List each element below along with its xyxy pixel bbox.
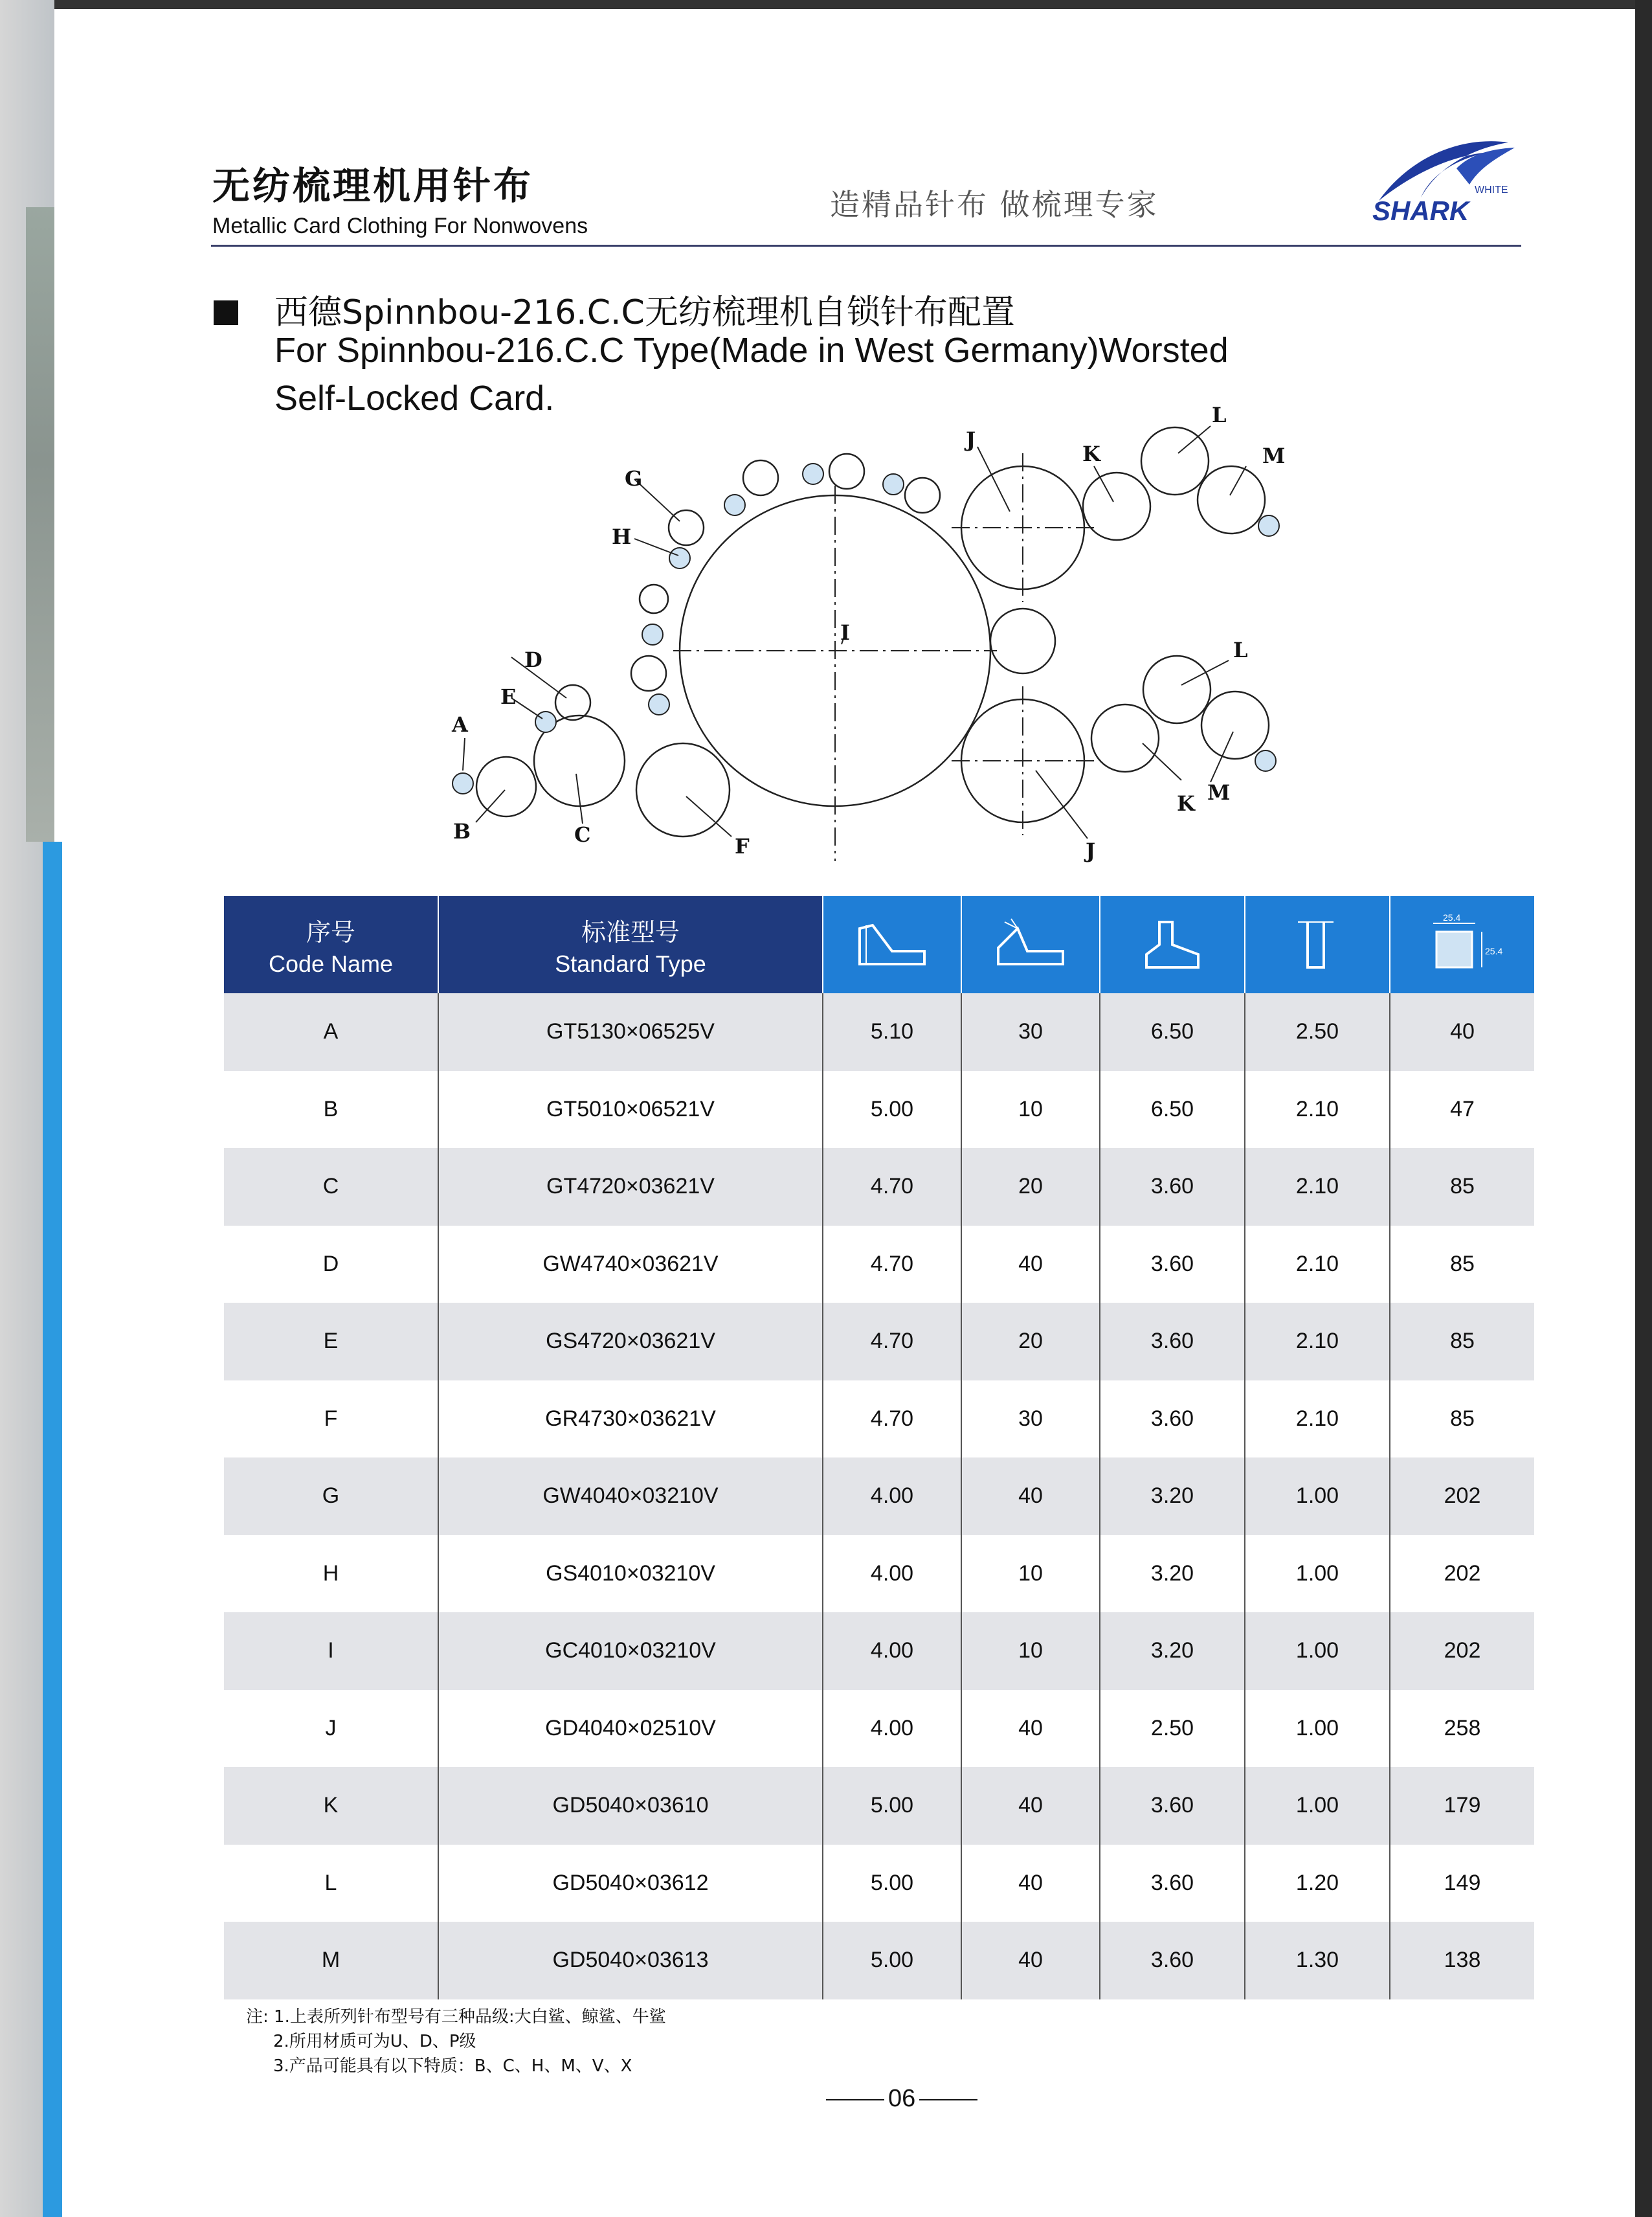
cell-point-density: 85 bbox=[1450, 1174, 1475, 1199]
cell-base-thickness: 6.50 bbox=[1150, 1096, 1194, 1121]
cell-point-density: 179 bbox=[1444, 1793, 1481, 1818]
table-row bbox=[224, 1922, 1534, 1999]
roller-small-1 bbox=[640, 585, 668, 613]
header-tooth-angle bbox=[962, 896, 1099, 993]
table-row bbox=[224, 1612, 1534, 1690]
cell-standard-type: GT4720×03621V bbox=[546, 1174, 715, 1199]
cell-rib-width: 2.10 bbox=[1295, 1251, 1339, 1276]
cell-standard-type: GD5040×03612 bbox=[552, 1870, 709, 1895]
header-rib-width bbox=[1245, 896, 1389, 993]
cell-base-thickness: 3.60 bbox=[1150, 1793, 1194, 1818]
table-row bbox=[224, 1845, 1534, 1922]
roller-small-2 bbox=[631, 656, 666, 691]
brand-sub: WHITE bbox=[1475, 185, 1508, 196]
cell-base-thickness: 3.20 bbox=[1150, 1483, 1194, 1509]
cell-tooth-angle: 10 bbox=[1018, 1638, 1043, 1663]
cell-code: A bbox=[323, 1019, 339, 1044]
table-row bbox=[224, 1226, 1534, 1303]
table-row bbox=[224, 1535, 1534, 1613]
tooth-angle-icon bbox=[992, 916, 1069, 974]
table-row bbox=[224, 1690, 1534, 1768]
cell-point-density: 258 bbox=[1444, 1715, 1481, 1740]
cell-tooth-angle: 40 bbox=[1018, 1715, 1043, 1740]
svg-text:M: M bbox=[1207, 780, 1231, 805]
cell-code: H bbox=[322, 1560, 339, 1586]
rib-width-icon bbox=[1278, 916, 1356, 974]
header-rule bbox=[211, 245, 1521, 247]
cell-code: L bbox=[324, 1870, 337, 1895]
cell-tooth-height: 4.70 bbox=[870, 1251, 914, 1276]
slogan: 造精品针布 做梳理专家 bbox=[830, 187, 1159, 222]
svg-text:B: B bbox=[453, 819, 471, 844]
cell-code: I bbox=[328, 1638, 334, 1663]
cell-tooth-height: 4.00 bbox=[870, 1483, 914, 1509]
col-divider bbox=[822, 993, 823, 1999]
cell-tooth-height: 5.10 bbox=[870, 1019, 914, 1044]
header-code-name: 序号 Code Name bbox=[224, 896, 438, 993]
svg-text:I: I bbox=[840, 620, 850, 645]
cell-tooth-height: 4.70 bbox=[870, 1406, 914, 1431]
col-divider bbox=[961, 993, 962, 1999]
notes bbox=[246, 2005, 666, 2078]
cell-code: B bbox=[323, 1096, 339, 1121]
cell-tooth-angle: 40 bbox=[1018, 1251, 1043, 1276]
bullet-square-icon bbox=[214, 300, 238, 325]
cell-tooth-height: 5.00 bbox=[870, 1948, 914, 1973]
roller-l-top bbox=[1141, 427, 1209, 495]
cell-rib-width: 1.00 bbox=[1295, 1793, 1339, 1818]
right-scan-border bbox=[1635, 0, 1652, 2217]
page-title-en: Metallic Card Clothing For Nonwovens bbox=[212, 214, 588, 238]
cell-tooth-angle: 20 bbox=[1018, 1174, 1043, 1199]
svg-text:F: F bbox=[735, 834, 750, 859]
cell-base-thickness: 3.20 bbox=[1150, 1638, 1194, 1663]
cell-base-thickness: 6.50 bbox=[1150, 1019, 1194, 1044]
cell-code: J bbox=[325, 1715, 337, 1740]
svg-text:G: G bbox=[625, 466, 643, 491]
cell-point-density: 138 bbox=[1444, 1948, 1481, 1973]
left-blue-bar bbox=[43, 842, 62, 2217]
roller-m-bottom bbox=[1201, 692, 1269, 759]
cell-point-density: 85 bbox=[1450, 1251, 1475, 1276]
cell-rib-width: 2.10 bbox=[1295, 1174, 1339, 1199]
header-base-thickness bbox=[1100, 896, 1244, 993]
table-row bbox=[224, 1380, 1534, 1458]
density-dim-w: 25.4 bbox=[1443, 912, 1461, 923]
cell-tooth-angle: 40 bbox=[1018, 1793, 1043, 1818]
tooth-height-icon bbox=[853, 916, 931, 974]
cell-rib-width: 1.20 bbox=[1295, 1870, 1339, 1895]
cell-rib-width: 2.50 bbox=[1295, 1019, 1339, 1044]
roller-b bbox=[476, 757, 536, 816]
page-title-cn: 无纺梳理机用针布 bbox=[212, 164, 534, 208]
cell-tooth-height: 5.00 bbox=[870, 1870, 914, 1895]
cell-code: K bbox=[323, 1793, 339, 1818]
brand-name: SHARK bbox=[1372, 196, 1469, 226]
cell-tooth-angle: 30 bbox=[1018, 1019, 1043, 1044]
section-title-cn: 西德Spinnbou-216.C.C无纺梳理机自锁针布配置 bbox=[274, 293, 1015, 332]
table-row bbox=[224, 1457, 1534, 1535]
page-number: 06 bbox=[822, 2085, 981, 2113]
col-divider bbox=[1389, 993, 1390, 1999]
cell-rib-width: 1.00 bbox=[1295, 1560, 1339, 1586]
svg-text:M: M bbox=[1262, 444, 1286, 468]
cell-point-density: 202 bbox=[1444, 1560, 1481, 1586]
cell-code: D bbox=[322, 1251, 339, 1276]
cell-rib-width: 1.00 bbox=[1295, 1483, 1339, 1509]
cell-tooth-angle: 40 bbox=[1018, 1870, 1043, 1895]
left-margin-photo bbox=[26, 207, 54, 842]
cell-standard-type: GD5040×03610 bbox=[552, 1793, 709, 1818]
cell-point-density: 85 bbox=[1450, 1329, 1475, 1354]
cell-rib-width: 1.00 bbox=[1295, 1638, 1339, 1663]
cell-standard-type: GR4730×03621V bbox=[545, 1406, 716, 1431]
roller-k-bottom bbox=[1091, 704, 1159, 772]
svg-text:J: J bbox=[1086, 838, 1096, 863]
roller-m-top bbox=[1198, 466, 1265, 534]
cell-rib-width: 1.00 bbox=[1295, 1715, 1339, 1740]
card-roller-diagram bbox=[440, 388, 1308, 868]
svg-text:D: D bbox=[524, 647, 542, 672]
cell-standard-type: GT5010×06521V bbox=[546, 1096, 715, 1121]
cell-tooth-height: 4.70 bbox=[870, 1329, 914, 1354]
note-2: 2.所用材质可为U、D、P级 bbox=[273, 2032, 476, 2051]
cell-base-thickness: 3.60 bbox=[1150, 1406, 1194, 1431]
note-3: 3.产品可能具有以下特质：B、C、H、M、V、X bbox=[273, 2056, 632, 2076]
cell-standard-type: GW4040×03210V bbox=[542, 1483, 719, 1509]
cell-rib-width: 1.30 bbox=[1295, 1948, 1339, 1973]
cell-tooth-angle: 40 bbox=[1018, 1483, 1043, 1509]
table-row bbox=[224, 1303, 1534, 1380]
cell-tooth-angle: 20 bbox=[1018, 1329, 1043, 1354]
cell-tooth-angle: 30 bbox=[1018, 1406, 1043, 1431]
table-row bbox=[224, 993, 1534, 1071]
cell-code: F bbox=[324, 1406, 338, 1431]
cell-tooth-height: 5.00 bbox=[870, 1096, 914, 1121]
top-scan-border bbox=[0, 0, 1652, 9]
cell-rib-width: 2.10 bbox=[1295, 1406, 1339, 1431]
cell-standard-type: GD5040×03613 bbox=[552, 1948, 709, 1973]
base-thickness-icon bbox=[1133, 916, 1211, 974]
svg-text:K: K bbox=[1082, 442, 1100, 466]
cell-point-density: 40 bbox=[1450, 1019, 1475, 1044]
note-1: 注: 1.上表所列针布型号有三种品级:大白鲨、鲸鲨、牛鲨 bbox=[246, 2007, 666, 2027]
col-divider bbox=[1099, 993, 1100, 1999]
col-divider bbox=[438, 993, 439, 1999]
section-title-en-1: For Spinnbou-216.C.C Type(Made in West Germany)Worsted bbox=[274, 331, 1229, 370]
table-body bbox=[224, 993, 1534, 1999]
cell-standard-type: GS4720×03621V bbox=[546, 1329, 715, 1354]
cell-code: E bbox=[323, 1329, 339, 1354]
cell-code: M bbox=[321, 1948, 340, 1973]
svg-text:A: A bbox=[452, 712, 468, 737]
point-density-icon bbox=[1420, 909, 1504, 980]
spec-table bbox=[224, 896, 1534, 1999]
header-tooth-height bbox=[823, 896, 961, 993]
cell-point-density: 202 bbox=[1444, 1638, 1481, 1663]
svg-text:J: J bbox=[966, 427, 976, 452]
cell-base-thickness: 3.60 bbox=[1150, 1251, 1194, 1276]
cell-point-density: 202 bbox=[1444, 1483, 1481, 1509]
cell-base-thickness: 3.20 bbox=[1150, 1560, 1194, 1586]
roller-top-1 bbox=[743, 460, 778, 495]
svg-text:K: K bbox=[1177, 791, 1195, 816]
table-header bbox=[224, 896, 1534, 993]
cell-code: G bbox=[322, 1483, 340, 1509]
roller-l-bottom bbox=[1143, 656, 1211, 723]
svg-text:L: L bbox=[1212, 403, 1227, 427]
roller-transfer bbox=[990, 609, 1055, 673]
white-shark-logo bbox=[1359, 129, 1528, 227]
roller-top-3 bbox=[905, 478, 940, 513]
cell-standard-type: GW4740×03621V bbox=[542, 1251, 719, 1276]
cell-tooth-angle: 10 bbox=[1018, 1560, 1043, 1586]
table-row bbox=[224, 1767, 1534, 1845]
cell-tooth-height: 4.00 bbox=[870, 1715, 914, 1740]
cell-tooth-height: 4.70 bbox=[870, 1174, 914, 1199]
cell-rib-width: 2.10 bbox=[1295, 1329, 1339, 1354]
cell-point-density: 149 bbox=[1444, 1870, 1481, 1895]
cell-tooth-angle: 40 bbox=[1018, 1948, 1043, 1973]
cell-base-thickness: 3.60 bbox=[1150, 1870, 1194, 1895]
col-divider bbox=[1244, 993, 1245, 1999]
cell-base-thickness: 3.60 bbox=[1150, 1948, 1194, 1973]
roller-d bbox=[555, 685, 590, 720]
cell-base-thickness: 3.60 bbox=[1150, 1329, 1194, 1354]
cell-standard-type: GT5130×06525V bbox=[546, 1019, 715, 1044]
header-standard-type: 标准型号 Standard Type bbox=[439, 896, 822, 993]
svg-text:E: E bbox=[500, 684, 517, 709]
cell-tooth-angle: 10 bbox=[1018, 1096, 1043, 1121]
table-row bbox=[224, 1071, 1534, 1149]
cell-point-density: 47 bbox=[1450, 1096, 1475, 1121]
section-title-en-2: Self-Locked Card. bbox=[274, 379, 555, 418]
cell-base-thickness: 3.60 bbox=[1150, 1174, 1194, 1199]
cell-tooth-height: 4.00 bbox=[870, 1560, 914, 1586]
density-dim-h: 25.4 bbox=[1485, 946, 1503, 956]
cell-standard-type: GD4040×02510V bbox=[545, 1715, 716, 1740]
cell-code: C bbox=[322, 1174, 339, 1199]
cell-standard-type: GC4010×03210V bbox=[545, 1638, 716, 1663]
cell-tooth-height: 5.00 bbox=[870, 1793, 914, 1818]
roller-top-2 bbox=[829, 454, 864, 489]
svg-text:C: C bbox=[574, 822, 591, 847]
cell-base-thickness: 2.50 bbox=[1150, 1715, 1194, 1740]
table-row bbox=[224, 1148, 1534, 1226]
roller-k-top bbox=[1083, 473, 1150, 540]
cell-tooth-height: 4.00 bbox=[870, 1638, 914, 1663]
svg-text:L: L bbox=[1233, 638, 1248, 662]
header-point-density bbox=[1390, 896, 1534, 993]
cell-rib-width: 2.10 bbox=[1295, 1096, 1339, 1121]
cell-point-density: 85 bbox=[1450, 1406, 1475, 1431]
svg-text:H: H bbox=[612, 524, 632, 549]
cell-standard-type: GS4010×03210V bbox=[546, 1560, 715, 1586]
